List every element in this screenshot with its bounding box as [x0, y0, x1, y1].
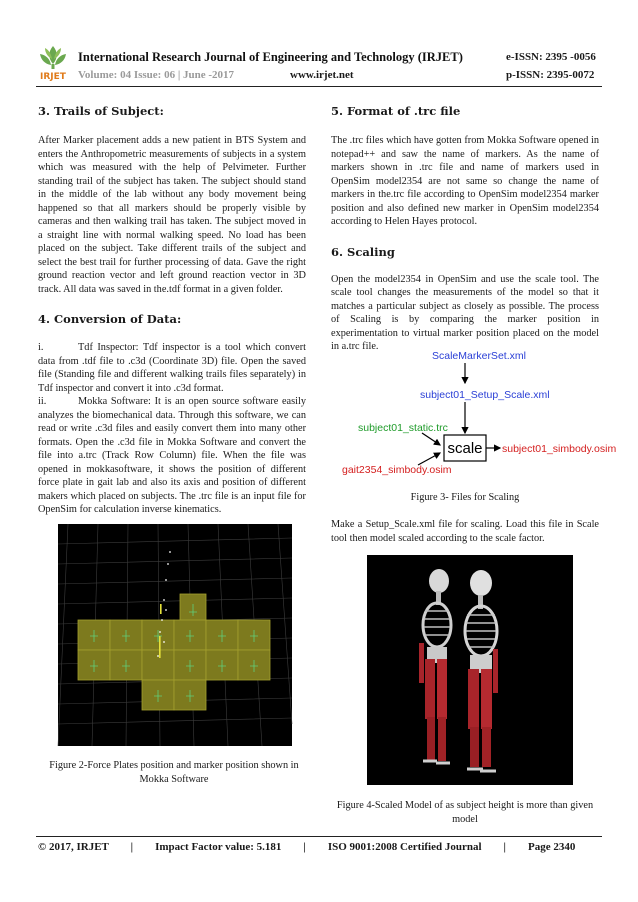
footer-divider	[36, 836, 602, 837]
section-3-heading: 3. Trails of Subject:	[38, 104, 164, 118]
p-issn: p-ISSN: 2395-0072	[506, 69, 595, 81]
section-3-body: After Marker placement adds a new patient in BTS System and enters the Anthropometric measurements of subjects in a system which was measured with the help of Pelvimeter. Further standing trail of the subject has taken. The subject should stand in the middle of the lab without any body movement being happened so that all markers should be properly visible by cameras and then walking trail has taken. The subject moved in a straight line with normal walking speed. No load has been placed on the subject. Take different trails of the subject and select the best trail for further processing of data. Gave the right ground reaction vector and left ground reaction vector in 3D track. All data was saved in the.tdf format in a given folder.	[38, 135, 306, 295]
gait-model-label: gait2354_simbody.osim	[342, 464, 452, 476]
conversion-item-1	[38, 341, 306, 395]
irjet-logo	[36, 44, 70, 82]
website-link[interactable]: www.irjet.net	[290, 69, 354, 81]
footer-page-number: Page 2340	[527, 841, 576, 853]
item-1-number: i.	[38, 342, 44, 353]
figure-2-force-plates-image	[58, 524, 292, 746]
figure-3-scaling-diagram	[340, 341, 617, 483]
conversion-item-2	[38, 395, 306, 517]
section-5-heading: 5. Format of .trc file	[331, 104, 461, 118]
figure-4-caption: Figure 4-Scaled Model of as subject height is more than given model	[336, 800, 594, 825]
footer-separator-3: |	[503, 841, 506, 853]
scale-box-label: scale	[447, 440, 483, 457]
footer-separator-2: |	[303, 841, 306, 853]
footer-iso: ISO 9001:2008 Certified Journal	[327, 841, 482, 853]
left-column	[38, 104, 306, 517]
e-issn: e-ISSN: 2395 -0056	[506, 51, 596, 63]
figure-4-scaled-model-image	[367, 555, 573, 785]
scale-marker-set-label: ScaleMarkerSet.xml	[432, 350, 526, 362]
footer-copyright: © 2017, IRJET	[38, 841, 109, 853]
section-6-body: Open the model2354 in OpenSim and use the scale tool. The scale tool changes the measurements of the model so that it matches a particular subject as closely as possible. The process of Scaling is by comparing the marker position in experimentation to virtual marker position placed on the model in a.trc file.	[331, 273, 599, 352]
journal-title: International Research Journal of Engineering and Technology (IRJET)	[78, 50, 463, 64]
footer-impact-factor: Impact Factor value: 5.181	[155, 841, 282, 853]
figure-3-caption: Figure 3- Files for Scaling	[410, 492, 520, 503]
arrow-static	[422, 433, 440, 445]
logo-text: IRJET	[40, 72, 66, 82]
after-figure-3-text: Make a Setup_Scale.xml file for scaling. Load this file in Scale tool then model scaled according to the scale factor.	[331, 519, 599, 544]
section-4-heading: 4. Conversion of Data:	[38, 312, 182, 326]
item-1-text: Tdf Inspector: Tdf inspector is a tool which convert data from .tdf file to .c3d (Coordinate 3D) file. Open the saved file (Standing file and different walking trails files separately) in Tdf inspector and convert it into .c3d format.	[38, 342, 306, 394]
header-divider	[36, 86, 602, 87]
issue-info: Volume: 04 Issue: 06 | June -2017	[78, 69, 235, 81]
figure-2-caption: Figure 2-Force Plates position and marker position shown in Mokka Software	[49, 760, 299, 785]
simbody-output-label: subject01_simbody.osim	[502, 443, 617, 455]
section-5-body: The .trc files which have gotten from Mokka Software opened in notepad++ and saw the name of markers. As the name of markers shown in .trc file and name of markers used in OpenSim model2354 are not same so change the name of markers in the.trc file according to OpenSim model2354 marker position and also defined new marker in OpenSim model2354 according to Helen Hayes protocol.	[331, 135, 599, 227]
footer-separator-1: |	[130, 841, 134, 853]
section-6-heading: 6. Scaling	[331, 244, 395, 259]
right-column	[331, 104, 599, 354]
item-2-text: Mokka Software: It is an open source software easily analyzes the biomechanical data. Through this software, we can read or write .c3d files and easily convert them into many other formats. Open the .c3d file in Mokka Software and convert the file into a.trc (Track Row Column) file. When the file was opened in mokkasoftware, it shows the position of different force plate in gait lab and also its axis and position of different makers which placed on subjects. The .trc file is an input file for OpenSim for calculation inverse kinematics.	[38, 396, 306, 515]
page-footer	[38, 841, 575, 853]
setup-scale-label: subject01_Setup_Scale.xml	[420, 389, 550, 401]
item-2-number: ii.	[38, 396, 47, 407]
static-trc-label: subject01_static.trc	[358, 422, 448, 434]
